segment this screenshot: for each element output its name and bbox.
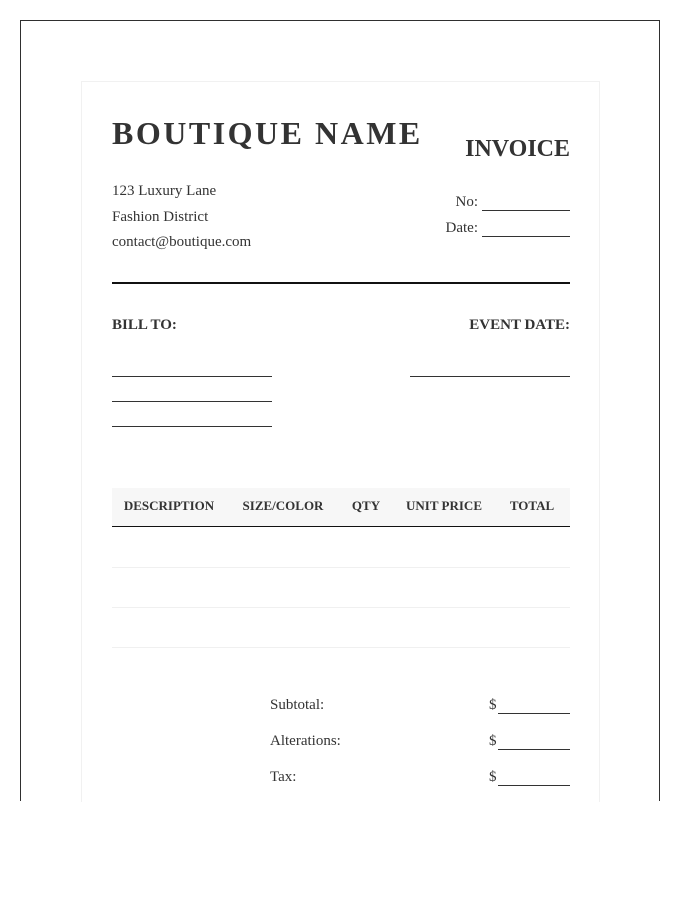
header-divider — [112, 282, 570, 284]
tax-label: Tax: — [270, 769, 297, 785]
address-line-street: 123 Luxury Lane — [112, 183, 217, 199]
column-header-size-color: SIZE/COLOR — [242, 498, 324, 513]
event-date-line — [410, 376, 570, 377]
bill-to-line-3 — [112, 426, 272, 427]
invoice-number-label: No: — [455, 194, 478, 210]
column-header-unit-price: UNIT PRICE — [406, 498, 482, 513]
alterations-currency: $ — [489, 733, 497, 749]
alterations-label: Alterations: — [270, 733, 341, 749]
invoice-title: INVOICE — [465, 136, 570, 162]
column-header-qty: QTY — [351, 498, 381, 513]
subtotal-label: Subtotal: — [270, 697, 325, 713]
subtotal-line — [498, 713, 570, 714]
subtotal-currency: $ — [489, 697, 497, 713]
event-date-label: EVENT DATE: — [469, 317, 570, 333]
tax-currency: $ — [489, 769, 497, 785]
address-line-district: Fashion District — [112, 209, 209, 225]
table-row-divider-1 — [112, 567, 570, 568]
bill-to-line-1 — [112, 376, 272, 377]
alterations-line — [498, 749, 570, 750]
table-row-divider-3 — [112, 647, 570, 648]
invoice-number-line — [482, 210, 570, 211]
tax-line — [498, 785, 570, 786]
contact-email: contact@boutique.com — [112, 234, 252, 250]
column-header-total: TOTAL — [509, 498, 555, 513]
bill-to-line-2 — [112, 401, 272, 402]
boutique-name: BOUTIQUE NAME — [112, 115, 423, 151]
invoice-date-line — [482, 236, 570, 237]
invoice-date-label: Date: — [445, 220, 478, 236]
table-row-divider-2 — [112, 607, 570, 608]
bill-to-label: BILL TO: — [112, 317, 177, 333]
column-header-description: DESCRIPTION — [123, 498, 215, 513]
